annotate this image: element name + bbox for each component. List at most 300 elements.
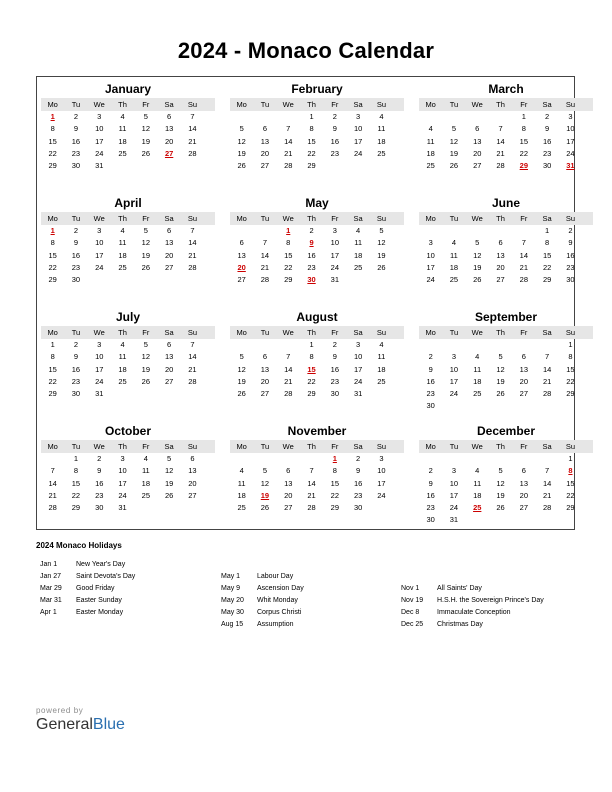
day-cell: 30 [353,503,363,513]
weekday-label: Fr [142,214,150,223]
day-cell: 30 [426,401,435,411]
day-cell: 13 [260,136,270,146]
day-cell: 11 [118,238,127,248]
week-row [419,274,593,286]
day-cell: 28 [519,275,528,285]
holiday-date: 9 [309,238,314,248]
month-name: May [305,196,329,210]
day-cell: 14 [542,478,552,488]
day-cell: 15 [330,478,339,488]
weekday-label: Fr [142,100,150,109]
day-cell: 25 [473,389,482,399]
empty-cell [111,274,134,286]
day-cell: 24 [118,490,127,500]
week-row [419,123,593,135]
month-name: June [491,196,520,210]
day-cell: 7 [286,124,291,134]
empty-cell [489,514,512,526]
day-cell: 13 [519,478,528,488]
day-cell: 14 [284,136,293,146]
day-cell: 28 [260,275,270,285]
day-cell: 9 [568,238,573,248]
holiday-date-label: Nov 1 [401,585,420,592]
day-cell: 22 [566,490,575,500]
weekday-header [41,440,215,453]
day-cell: 2 [73,226,79,235]
day-cell: 4 [379,112,384,121]
empty-cell [277,453,300,465]
day-cell: 24 [330,262,339,272]
day-cell: 11 [118,352,127,362]
day-cell: 6 [167,112,172,121]
holiday-date-label: May 1 [221,573,241,580]
day-cell: 28 [284,389,293,399]
weekday-label: Su [565,100,576,109]
month-name: October [104,424,151,438]
day-cell: 8 [568,352,573,362]
empty-cell [419,225,442,237]
week-row [230,136,404,148]
weekday-label: Fr [520,214,528,223]
day-cell: 10 [353,352,363,362]
day-cell: 25 [118,376,127,386]
holiday-item [40,559,135,571]
day-cell: 19 [141,250,150,260]
day-cell: 26 [449,161,459,171]
day-cell: 18 [237,490,246,500]
day-cell: 12 [237,364,246,374]
day-cell: 12 [377,238,386,248]
holiday-date: 29 [519,161,528,171]
holiday-item [221,583,304,595]
day-cell: 21 [188,364,197,374]
week-row [230,123,404,135]
day-cell: 13 [473,136,482,146]
week-row [230,490,404,502]
day-cell: 8 [309,352,314,362]
day-cell: 8 [73,466,79,476]
day-cell: 17 [353,136,363,146]
day-cell: 20 [519,376,528,386]
day-cell: 12 [141,124,150,134]
day-cell: 21 [542,490,552,500]
day-cell: 27 [519,389,528,399]
weekday-label: Su [187,100,198,109]
empty-cell [111,160,134,172]
day-cell: 22 [48,148,57,158]
day-cell: 12 [260,478,270,488]
month-name: August [296,310,338,324]
weekday-label: Fr [331,100,339,109]
day-cell: 11 [450,250,458,260]
day-cell: 3 [428,238,433,248]
empty-cell [157,502,180,514]
empty-cell [134,160,157,172]
week-row [419,339,593,351]
day-cell: 12 [449,136,459,146]
day-cell: 4 [379,340,384,349]
day-cell: 16 [71,364,81,374]
week-row [419,148,593,160]
day-cell: 21 [284,376,293,386]
holiday-date: 1 [50,112,55,121]
day-cell: 13 [496,250,505,260]
day-cell: 24 [353,148,363,158]
holiday-date-label: May 30 [221,609,244,616]
empty-cell [489,453,512,465]
day-cell: 2 [428,352,433,362]
month-may [230,196,404,286]
holiday-date: 8 [568,466,573,476]
day-cell: 10 [353,124,363,134]
day-cell: 4 [143,454,148,463]
empty-cell [181,388,204,400]
holiday-name: All Saints' Day [437,585,482,592]
day-cell: 10 [426,250,435,260]
week-row [41,136,215,148]
day-cell: 17 [566,136,575,146]
holiday-item [40,571,135,583]
day-cell: 11 [473,478,482,488]
weekday-label: Sa [542,442,552,451]
day-cell: 17 [449,490,459,500]
day-cell: 18 [449,262,459,272]
weekday-label: Fr [520,442,528,451]
day-cell: 5 [143,226,148,235]
weekday-label: Su [565,214,576,223]
day-cell: 3 [356,340,361,349]
empty-cell [442,400,465,412]
day-cell: 25 [353,262,363,272]
day-cell: 9 [428,364,433,374]
weekday-header [230,212,404,225]
day-cell: 18 [118,136,127,146]
weekday-label: Th [307,442,316,451]
month-september [419,310,593,413]
empty-cell [88,274,111,286]
empty-cell [253,111,276,123]
day-cell: 14 [188,124,197,134]
week-row [419,465,593,477]
weekday-header [230,98,404,111]
day-cell: 29 [307,161,316,171]
day-cell: 9 [332,352,337,362]
day-cell: 1 [50,340,55,349]
week-row [419,400,593,412]
day-cell: 3 [451,352,457,362]
day-cell: 6 [286,466,291,476]
weekday-label: Tu [449,328,459,337]
day-cell: 23 [566,262,575,272]
day-cell: 14 [542,364,552,374]
weekday-label: Su [376,214,387,223]
empty-cell [277,111,300,123]
day-cell: 13 [519,364,528,374]
weekday-label: Tu [71,328,81,337]
day-cell: 21 [284,148,293,158]
day-cell: 26 [237,161,246,171]
week-row [230,388,404,400]
week-row [419,502,593,514]
day-cell: 14 [188,238,197,248]
day-cell: 28 [542,389,552,399]
day-cell: 13 [164,352,174,362]
day-cell: 23 [330,376,339,386]
holiday-date: 31 [566,161,575,171]
week-row [230,237,404,249]
day-cell: 13 [164,124,174,134]
day-cell: 27 [164,262,174,272]
day-cell: 5 [167,454,172,463]
day-cell: 23 [330,148,339,158]
empty-cell [419,111,442,123]
day-cell: 2 [356,454,361,463]
day-cell: 18 [426,148,435,158]
day-cell: 18 [473,376,482,386]
weekday-label: Sa [542,214,552,223]
week-row [41,478,215,490]
day-cell: 11 [473,364,482,374]
week-row [230,148,404,160]
powered-by-text: powered by [36,706,84,715]
empty-cell [134,502,157,514]
day-cell: 27 [496,275,505,285]
week-row [41,490,215,502]
day-cell: 9 [73,352,79,362]
holiday-name: Easter Monday [76,609,124,616]
day-cell: 8 [286,238,291,248]
day-cell: 25 [141,490,150,500]
weekday-label: We [282,214,294,223]
day-cell: 30 [542,161,552,171]
weekday-header [419,326,593,339]
empty-cell [466,339,489,351]
holiday-column [40,559,135,619]
day-cell: 12 [237,136,246,146]
holiday-date-label: Dec 8 [401,609,420,616]
day-cell: 31 [95,161,104,171]
day-cell: 29 [307,389,316,399]
day-cell: 22 [330,490,339,500]
weekday-label: Tu [449,442,459,451]
day-cell: 3 [97,340,102,349]
day-cell: 14 [260,250,270,260]
day-cell: 23 [71,148,81,158]
week-row [419,136,593,148]
day-cell: 7 [286,352,291,362]
weekday-label: Sa [353,100,363,109]
day-cell: 4 [356,226,361,235]
week-row [230,351,404,363]
day-cell: 15 [48,136,57,146]
day-cell: 16 [426,376,435,386]
day-cell: 5 [379,226,384,235]
weekday-label: Mo [236,442,247,451]
holidays-title: 2024 Monaco Holidays [36,541,122,550]
day-cell: 16 [307,250,316,260]
holiday-date: 1 [286,226,291,235]
day-cell: 13 [284,478,293,488]
day-cell: 19 [496,376,505,386]
day-cell: 26 [141,148,150,158]
weekday-label: Sa [542,100,552,109]
week-row [41,453,215,465]
holiday-date: 15 [307,364,316,374]
empty-cell [346,160,369,172]
weekday-label: Tu [260,442,270,451]
day-cell: 13 [164,238,174,248]
weekday-label: Sa [353,442,363,451]
day-cell: 11 [354,238,363,248]
weekday-label: Su [376,328,387,337]
month-name: November [287,424,347,438]
day-cell: 11 [377,352,386,362]
empty-cell [535,453,558,465]
day-cell: 27 [164,376,174,386]
holiday-date-label: Jan 27 [40,573,62,580]
day-cell: 22 [307,376,316,386]
empty-cell [489,400,512,412]
day-cell: 25 [377,148,386,158]
day-cell: 9 [73,124,79,134]
week-row [41,225,215,237]
page-title: 2024 - Monaco Calendar [177,38,435,63]
day-cell: 29 [48,161,57,171]
weekday-label: Fr [142,328,150,337]
brand-logo[interactable] [36,706,125,734]
day-cell: 5 [239,124,244,134]
day-cell: 15 [284,250,293,260]
day-cell: 2 [309,226,314,235]
week-row [419,478,593,490]
day-cell: 22 [284,262,293,272]
day-cell: 7 [190,226,195,235]
day-cell: 18 [353,250,363,260]
day-cell: 9 [97,466,102,476]
holiday-name: Easter Sunday [76,597,122,604]
weekday-label: Tu [260,100,270,109]
day-cell: 28 [496,161,505,171]
day-cell: 30 [566,275,575,285]
weekday-label: Th [307,328,316,337]
day-cell: 2 [73,340,79,349]
empty-cell [442,339,465,351]
week-row [41,339,215,351]
day-cell: 23 [95,490,104,500]
empty-cell [230,339,253,351]
month-name: March [488,82,524,96]
day-cell: 7 [190,340,195,349]
day-cell: 11 [237,478,246,488]
weekday-label: Mo [425,214,436,223]
day-cell: 3 [568,112,573,121]
weekday-label: Su [565,442,576,451]
day-cell: 20 [496,262,505,272]
day-cell: 8 [50,238,55,248]
day-cell: 22 [48,376,57,386]
holiday-date: 20 [237,262,246,272]
empty-cell [489,225,512,237]
day-cell: 3 [97,112,102,121]
day-cell: 1 [521,112,526,121]
weekday-label: We [93,100,105,109]
day-cell: 5 [475,238,480,248]
day-cell: 14 [307,478,316,488]
day-cell: 26 [237,389,246,399]
day-cell: 6 [521,352,526,362]
day-cell: 21 [307,490,316,500]
day-cell: 20 [260,148,270,158]
day-cell: 13 [260,364,270,374]
week-row [230,465,404,477]
weekday-label: We [93,442,105,451]
day-cell: 17 [353,364,363,374]
day-cell: 25 [426,161,435,171]
weekday-label: Sa [542,328,552,337]
weekday-label: Tu [449,214,459,223]
holiday-column [221,571,304,631]
day-cell: 2 [545,112,550,121]
day-cell: 28 [48,503,57,513]
holiday-name: Good Friday [76,585,115,592]
day-cell: 14 [188,352,197,362]
empty-cell [134,274,157,286]
weekday-label: Mo [47,100,58,109]
day-cell: 22 [48,262,57,272]
day-cell: 19 [377,250,386,260]
week-row [230,262,404,274]
weekday-label: Mo [425,442,436,451]
month-march [419,82,593,172]
day-cell: 3 [332,226,337,235]
empty-cell [419,453,442,465]
month-january [41,82,215,172]
day-cell: 8 [521,124,526,134]
week-row [419,514,593,526]
weekday-label: Th [118,442,127,451]
weekday-label: We [471,328,483,337]
day-cell: 30 [71,161,81,171]
day-cell: 19 [141,364,150,374]
day-cell: 24 [95,376,104,386]
day-cell: 17 [449,376,459,386]
day-cell: 5 [451,124,457,134]
holiday-date-label: Mar 31 [40,597,62,604]
empty-cell [134,388,157,400]
weekday-label: Fr [142,442,150,451]
week-row [419,490,593,502]
day-cell: 6 [262,124,268,134]
day-cell: 21 [48,490,57,500]
day-cell: 30 [71,389,81,399]
holiday-date-label: May 9 [221,585,241,592]
week-row [41,465,215,477]
weekday-label: We [93,214,105,223]
day-cell: 8 [50,124,55,134]
empty-cell [370,388,393,400]
weekday-label: We [471,442,483,451]
day-cell: 21 [188,136,197,146]
day-cell: 14 [496,136,505,146]
holiday-item [221,595,304,607]
day-cell: 17 [95,136,104,146]
weekday-label: We [282,442,294,451]
weekday-label: Su [187,214,198,223]
empty-cell [489,339,512,351]
empty-cell [466,111,489,123]
day-cell: 24 [449,503,459,513]
weekday-label: Su [565,328,576,337]
